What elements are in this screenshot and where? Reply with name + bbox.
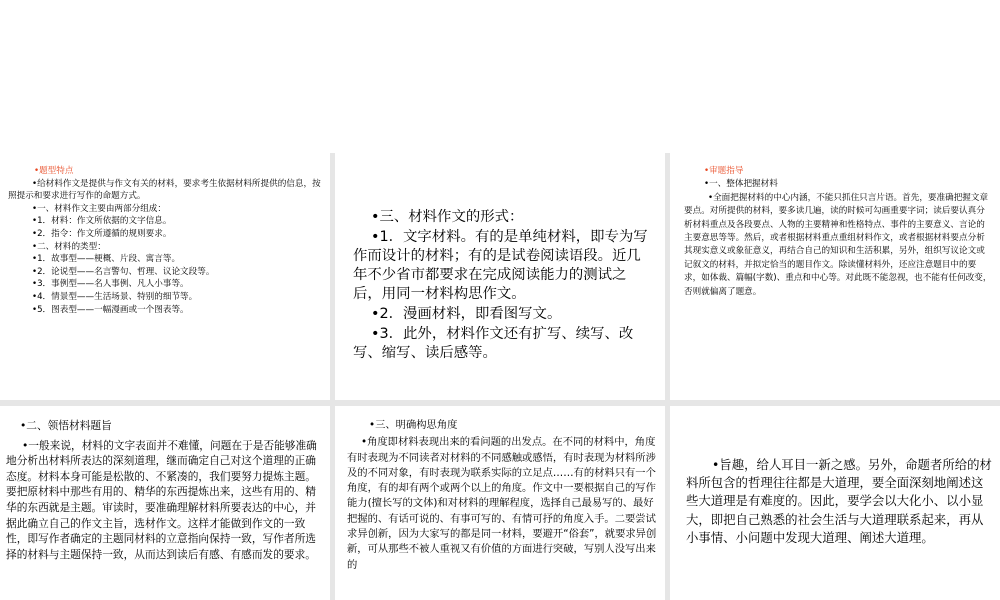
slide-4-body: •一般来说，材料的文字表面并不难懂，问题在于是否能够准确地分析出材料所表达的深刻道理，继而确定自己对这个道理的正确态度。材料本身可能是松散的、不紧凑的，我们要努力提炼主题。要把原材料中那些有用的、精华的东西提炼出来，这些有用的、精华的东西就是主题。审读时，要准确理解材料所要表达的中心，并据此确立自己的作文主旨，选材作文。这样才能做到作文的一致性，即写作者确定的主题同材料的立意指向保持一致，写作者所选择的材料与主题保持一致，从而达到读后有感、有感而发的要求。 bbox=[6, 438, 317, 561]
slide-5-heading: •三、明确构思角度 bbox=[369, 419, 458, 431]
slide-5-angle[interactable] bbox=[335, 406, 665, 600]
list-item: •3．此外，材料作文还有扩写、续写、改写、缩写、读后感等。 bbox=[353, 326, 634, 361]
slide-grid bbox=[0, 153, 1000, 600]
list-item: •1．材料：作文所依据的文字信息。 bbox=[32, 216, 172, 227]
slide-4-theme[interactable] bbox=[0, 406, 330, 600]
list-item: •5．图表型——一幅漫画或一个图表等。 bbox=[32, 304, 189, 315]
slide-4-content bbox=[6, 418, 324, 562]
slide-6-continuation[interactable] bbox=[670, 406, 1000, 600]
list-item: •1．故事型——梗概、片段、寓言等。 bbox=[32, 254, 181, 265]
slide-1-intro: •给材料作文是提供与作文有关的材料，要求考生依据材料所提供的信息，按照提示和要求进行写作的命题方式。 bbox=[8, 178, 321, 202]
slide-1-types-heading: •二、材料的类型： bbox=[32, 241, 106, 252]
slide-3-heading: •一、整体把握材料 bbox=[704, 179, 778, 190]
list-item: •1．文字材料。有的是单纯材料，即专为写作而设计的材料；有的是试卷阅读语段。近几年不少省市都要求在完成阅读能力的测试之后，用同一材料构思作文。 bbox=[353, 229, 648, 302]
list-item: •4．情景型——生活场景、特别的细节等。 bbox=[32, 291, 198, 302]
slide-1-parts-heading: •一、材料作文主要由两部分组成： bbox=[32, 203, 166, 214]
slide-1-title: •题型特点 bbox=[34, 166, 74, 176]
list-item: •3．事例型——名人事例、凡人小事等。 bbox=[32, 279, 189, 290]
slide-6-content bbox=[686, 456, 992, 547]
list-item: •2．漫画材料，即看图写文。 bbox=[371, 306, 562, 322]
list-item: •2．指令：作文所遵循的规则要求。 bbox=[32, 228, 172, 239]
slide-6-body: •旨趣，给人耳目一新之感。另外，命题者所给的材料所包含的哲理往往都是大道理，要全面深刻地阐述这些大道理是有难度的。因此，要学会以大化小、以小显大，即把自己熟悉的社会生活与大道理联系起来，再从小事情、小问题中发现大道理、阐述大道理。 bbox=[686, 457, 992, 545]
slide-1-content bbox=[8, 165, 324, 316]
slide-3-body: •全面把握材料的中心内涵，不能只抓住只言片语。首先，要准确把握文章要点。对所提供的材料，要多读几遍，读的时候可勾画重要字词；读后要认真分析材料重点及各段要点、人物的主要精神和性格特点、事件的主要意义、言论的主要意思等等。然后，或者根据材料重点重组材料作文，或者根据材料要点分析其现实意义或象征意义，再结合自己的知识和生活积累，另外，组织写议论文或记叙文的材料，并拟定恰当的题目作文。除读懂材料外，还应注意题目中的要求，如体裁、篇幅(字数)、重点和中心等。对此既不能忽视，也不能有任何改变，否则就偏离了题意。 bbox=[684, 192, 992, 297]
slide-5-body: •角度即材料表现出来的看问题的出发点。在不同的材料中，角度有时表现为不同读者对材料的不同感触或感悟，有时表现为材料所涉及的不同对象，有时表现为联系实际的立足点……有的材料只有一个角度，有的却有两个或两个以上的角度。作文中一要根据自己的写作能力(擅长写的文体)和对材料的理解程度，选择自己最易写的、最好把握的、有话可说的、有事可写的、有情可抒的角度入手。二要尝试求异创新，因为大家写的都是同一材料，要避开“俗套”，就要求异创新，可从那些不被人重视又有价值的方面进行突破，写别人没写出来的 bbox=[347, 436, 657, 571]
slide-5-content bbox=[347, 418, 657, 573]
slide-3-title: •审题指导 bbox=[704, 166, 744, 176]
slide-3-content bbox=[684, 165, 992, 299]
slide-2-forms[interactable] bbox=[335, 153, 665, 400]
slide-3-review-guide[interactable] bbox=[670, 153, 1000, 400]
slide-1-question-type[interactable] bbox=[0, 153, 330, 400]
slide-2-heading: •三、材料作文的形式： bbox=[371, 209, 524, 225]
slide-2-content bbox=[353, 208, 653, 364]
list-item: •2．论说型——名言警句、哲理、议论文段等。 bbox=[32, 266, 215, 277]
top-blank-area bbox=[0, 0, 1000, 153]
slide-4-heading: •二、领悟材料题旨 bbox=[20, 419, 112, 432]
